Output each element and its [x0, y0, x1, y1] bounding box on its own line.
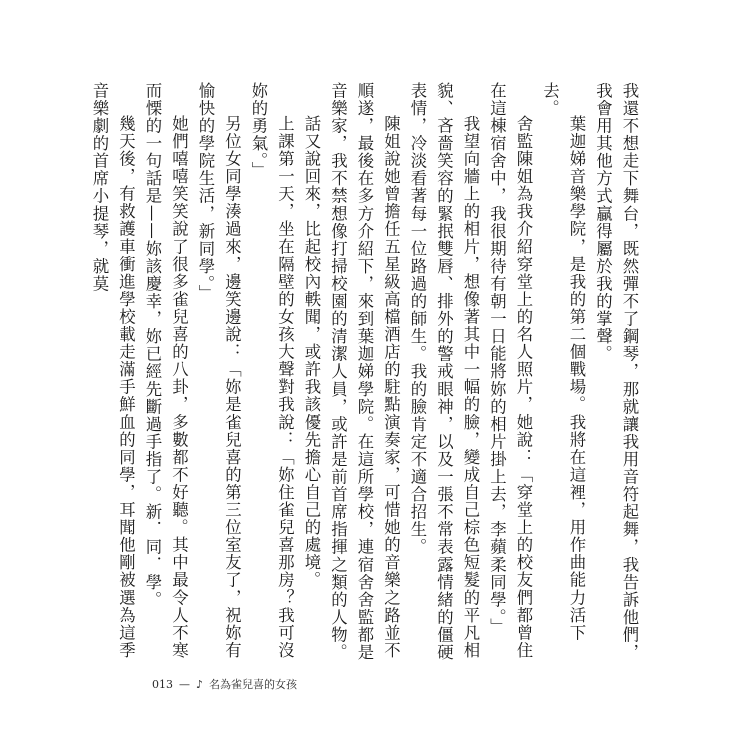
footer-separator: — [179, 677, 190, 691]
body-text [82, 82, 642, 674]
page-number: 013 [152, 677, 173, 691]
paragraph: 我望向牆上的相片，想像著其中一幅的臉，變成自己棕色短髮的平凡相貌、吝嗇笑容的緊抿雙唇、排外的警戒眼神，以及一張不常表露情緒的僵硬表情，冷淡看著每一位路過的師生。我的臉肯定不適合招生。 [408, 82, 480, 662]
paragraph: 陳姐說她曾擔任五星級高檔酒店的駐點演奏家，可惜她的音樂之路並不順遂，最後在多方介紹下，來到葉迦娣學院。在這所學校，連宿舍舍監都是音樂家，我不禁想像打掃校園的清潔人員，或許是前首席指揮之類的人物。 [328, 82, 401, 662]
paragraph: 我還不想走下舞台，既然彈不了鋼琴，那就讓我用音符起舞，我告訴他們，我會用其他方式贏得屬於我的掌聲。 [593, 82, 639, 662]
paragraph: 另位女同學湊過來，邊笑邊說：「妳是雀兒喜的第三位室友了，祝妳有愉快的學院生活，新同學。」 [196, 82, 242, 659]
paragraph: 幾天後，有救護車衝進學校載走滿手鮮血的同學，耳聞他剛被選為這季音樂劇的首席小提琴，就莫 [90, 82, 136, 659]
chapter-title: 名為雀兒喜的女孩 [209, 678, 298, 691]
paragraph: 舍監陳姐為我介紹穿堂上的名人照片，她說：「穿堂上的校友們都曾住在這棟宿舍中，我很期待有朝一日能將妳的相片掛上去，李蘋柔同學。」 [487, 82, 533, 659]
page-footer [152, 676, 297, 692]
paragraph: 葉迦娣音樂學院，是我的第二個戰場。我將在這裡，用作曲能力活下去。 [540, 82, 586, 642]
paragraph: 話又說回來，比起校內軼聞，或許我該優先擔心自己的處境。 [302, 114, 321, 589]
music-note-icon: ♪ [196, 677, 204, 691]
paragraph: 她們嘻嘻笑笑說了很多雀兒喜的八卦，多數都不好聽。其中最令人不寒而慄的一句話是——妳該慶幸，妳已經先斷過手指了。新．同．學。 [143, 82, 189, 659]
paragraph: 上課第一天，坐在隔壁的女孩大聲對我說：「妳住雀兒喜那房？我可沒妳的勇氣。」 [249, 82, 295, 659]
